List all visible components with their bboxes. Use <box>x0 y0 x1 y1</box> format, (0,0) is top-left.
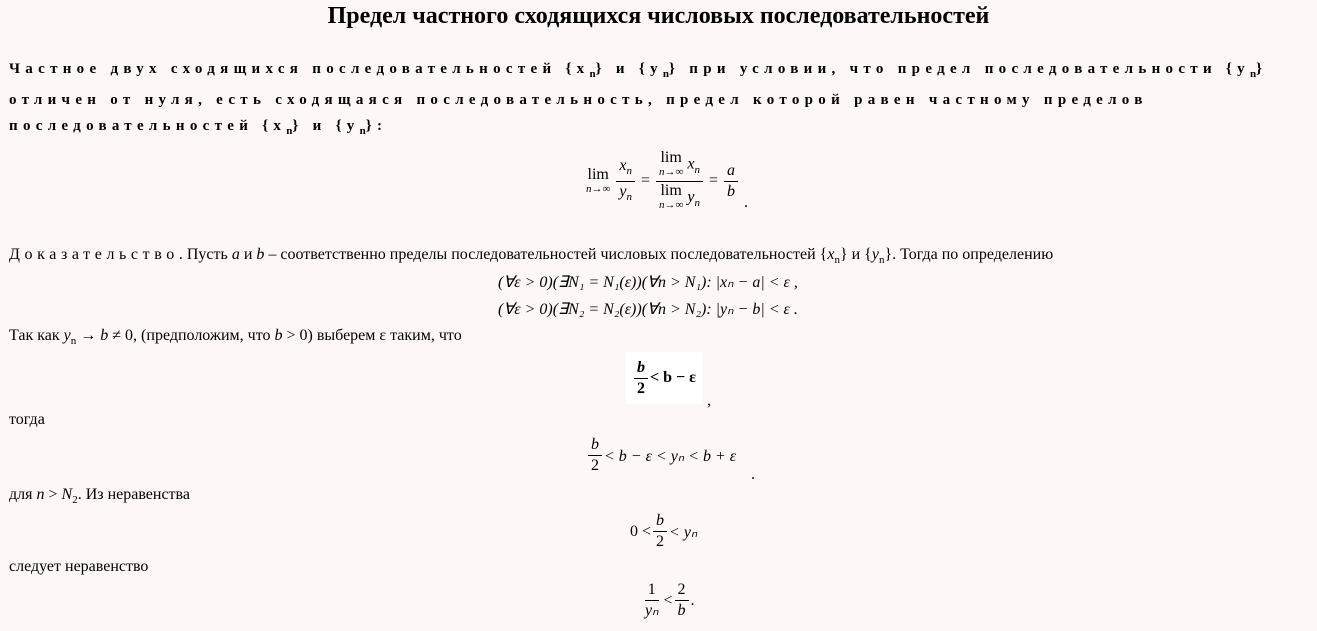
ineq1-comma: , <box>707 392 711 409</box>
inequality-b-half-lt-b-minus-eps: $\frac{b}{2}$ < b − ε <box>626 352 702 404</box>
since-line: Так как $y_n \to b \ne 0$, (предположим, что b > 0) выберем ε таким, что <box>9 327 462 348</box>
then-word: тогда <box>9 411 45 428</box>
inequality-chain: $\frac{b}{2}$ < b − ε < yₙ < b + ε <box>586 436 736 475</box>
page-title: Предел частного сходящихся числовых последовательностей <box>327 3 990 29</box>
theorem-statement: Частное двух сходящихся последовательностей $\{x_n\}$ и $\{y_n\}$ при условии, что предел последовательности $\{y_n\}$ отличен от нуля, есть сходящаяся последовательность, предел которой равен частному пределов последовательностей $\{x_n\}$ и $\{y_n\}$: <box>9 61 1268 137</box>
inequality-zero-lt: 0 < $\frac{b}{2}$ < yₙ <box>630 512 698 550</box>
for-n-line: для $n > N_2$. Из неравенства <box>9 486 190 507</box>
definition-x: (∀ε > 0)(∃N₁ = N₁(ε))(∀n > N₁): |xₙ − a| < ε , <box>498 274 798 291</box>
follows-line: следует неравенство <box>9 558 149 575</box>
inequality-reciprocal: $\frac{1}{\text{yₙ}}$ < $\frac{2}{b}$ . <box>645 581 695 619</box>
definition-y: (∀ε > 0)(∃N₂ = N₂(ε))(∀n > N₂): |yₙ − b| < ε . <box>498 301 798 318</box>
proof-intro: Доказательство. Пусть a и b – соответственно пределы последовательностей числовых последовательностей $\{x_n\}$ и $\{y_n\}$. Тогда по определению <box>9 246 1054 267</box>
ineq2-dot: . <box>751 466 755 483</box>
main-limit-formula: lim n→∞ $\frac{x_n}{y_n}$ = lim n→∞ $x_n$ lim n→∞ $y_n$ = $\frac{a}{b}$ . <box>586 149 748 212</box>
